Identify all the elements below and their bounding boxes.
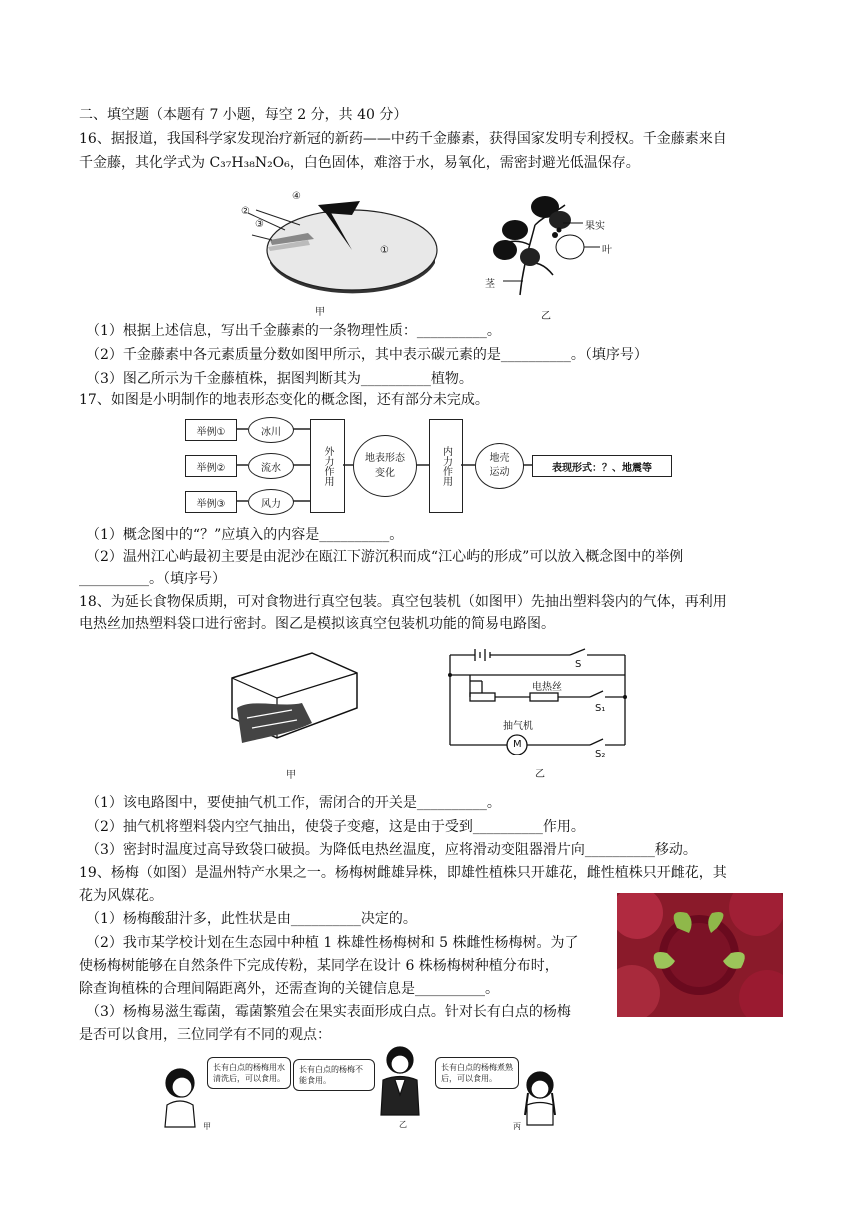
q16-part1: （1）根据上述信息，写出千金藤素的一条物理性质：__________。 (86, 323, 501, 339)
speech-bubble-yi: 长有白点的杨梅不能食用。 (293, 1059, 375, 1091)
pie-caption: 甲 (315, 307, 325, 318)
section-title: 二、填空题（本题有 7 小题，每空 2 分，共 40 分） (79, 107, 408, 123)
q19-part3-line1: （3）杨梅易滋生霉菌，霉菌繁殖会在果实表面形成白点。针对长有白点的杨梅 (86, 1004, 571, 1020)
example-1-box: 举例① (185, 419, 237, 441)
q16-stem-line1: 16、据报道，我国科学家发现治疗新冠的新药——中药千金藤素，获得国家发明专利授权。千金藤素来自 (79, 131, 727, 147)
internal-force-box (429, 419, 463, 513)
q17-stem: 17、如图是小明制作的地表形态变化的概念图，还有部分未完成。 (79, 392, 489, 408)
q18-part2: （2）抽气机将塑料袋内空气抽出，使袋子变瘪，这是由于受到__________作用。 (86, 819, 585, 835)
expression-box: 表现形式：？、地震等 (532, 455, 672, 477)
plant-label-stem: 茎 (485, 279, 495, 290)
surface-change-label: 地表形态变化 (365, 453, 405, 479)
machine-caption: 甲 (286, 770, 296, 781)
speech-bubble-bing: 长有白点的杨梅煮熟后，可以食用。 (435, 1057, 519, 1089)
switch-s2-label: S₂ (595, 749, 606, 760)
switch-s-label: S (575, 659, 582, 670)
speech-bubble-jia: 长有白点的杨梅用水清洗后，可以食用。 (207, 1057, 291, 1089)
student-jia-label: 甲 (203, 1122, 211, 1131)
q17-part1: （1）概念图中的“？”应填入的内容是__________。 (86, 527, 404, 543)
force-glacier: 冰川 (248, 417, 294, 443)
external-force-label: 外力作用 (322, 446, 333, 486)
external-force-box (310, 419, 345, 513)
q17-concept-map (185, 415, 675, 515)
plant-caption: 乙 (541, 311, 551, 322)
q16-stem-line2: 千金藤，其化学式为 C₃₇H₃₈N₂O₆，白色固体，难溶于水，易氧化，需密封避光低温保存。 (79, 155, 640, 171)
internal-force-label: 内力作用 (440, 446, 452, 486)
motor-label: M (513, 739, 522, 750)
switch-s1-label: S₁ (595, 703, 606, 714)
q19-part1: （1）杨梅酸甜汁多，此性状是由__________决定的。 (86, 911, 417, 927)
q16-pie-figure (230, 185, 440, 318)
circuit-figure (445, 645, 630, 780)
q19-stem-line2: 花为风媒花。 (79, 888, 163, 904)
q18-stem-line1: 18、为延长食物保质期，可对食物进行真空包装。真空包装机（如图甲）先抽出塑料袋内的气体，再利用 (79, 594, 727, 610)
bayberry-photo (617, 893, 783, 1017)
q17-part2-line2: __________。（填序号） (79, 571, 226, 587)
q18-stem-line2: 电热丝加热塑料袋口进行密封。图乙是模拟该真空包装机功能的简易电路图。 (79, 616, 555, 632)
pump-label: 抽气机 (503, 721, 533, 732)
q17-part2-line1: （2）温州江心屿最初主要是由泥沙在瓯江下游沉积而成“江心屿的形成”可以放入概念图中的举例 (86, 549, 684, 565)
plant-label-fruit: 果实 (585, 221, 605, 232)
example-3-box: 举例③ (185, 491, 237, 513)
circuit-diagram (445, 645, 630, 755)
student-bing-label: 丙 (513, 1122, 521, 1131)
pie-label-2: ② (241, 206, 250, 217)
students-figure (155, 1045, 715, 1135)
force-water: 流水 (248, 453, 294, 479)
q19-part2-line1: （2）我市某学校计划在生态园中种植 1 株雄性杨梅树和 5 株雌性杨梅树。为了 (86, 935, 579, 951)
vacuum-machine-figure (222, 648, 362, 781)
plant-label-leaf: 叶 (602, 245, 612, 256)
force-wind: 风力 (248, 489, 294, 515)
q16-part2: （2）千金藤素中各元素质量分数如图甲所示，其中表示碳元素的是__________。（填序号） (86, 347, 648, 363)
pie-label-3: ③ (255, 219, 264, 230)
student-yi-label: 乙 (399, 1120, 407, 1129)
heater-label: 电热丝 (532, 682, 562, 693)
q16-plant-figure (475, 185, 625, 320)
pie-label-4: ④ (292, 191, 301, 202)
q19-part2-line2: 使杨梅树能够在自然条件下完成传粉，某同学在设计 6 株杨梅树种植分布时， (79, 958, 559, 974)
example-2-box: 举例② (185, 455, 237, 477)
crust-movement-label: 地壳运动 (489, 453, 510, 478)
q16-part3: （3）图乙所示为千金藤植株，据图判断其为__________植物。 (86, 371, 473, 387)
bayberry-image (617, 893, 783, 1017)
pie-chart-3d (230, 185, 440, 315)
pie-label-1: ① (380, 245, 389, 256)
surface-change-node (353, 435, 417, 497)
vacuum-machine-drawing (222, 648, 362, 758)
q18-part3: （3）密封时温度过高导致袋口破损。为降低电热丝温度，应将滑动变阻器滑片向__________移动。 (86, 842, 697, 858)
circuit-caption: 乙 (535, 769, 545, 780)
q19-part3-line2: 是否可以食用，三位同学有不同的观点： (79, 1027, 331, 1043)
q19-stem-line1: 19、杨梅（如图）是温州特产水果之一。杨梅树雌雄异株，即雄性植株只开雄花，雌性植株只开雌花，其 (79, 865, 727, 881)
q19-part2-line3: 除查询植株的合理间隔距离外，还需查询的关键信息是__________。 (79, 981, 499, 997)
q18-part1: （1）该电路图中，要使抽气机工作，需闭合的开关是__________。 (86, 795, 501, 811)
crust-movement-node (475, 443, 524, 489)
